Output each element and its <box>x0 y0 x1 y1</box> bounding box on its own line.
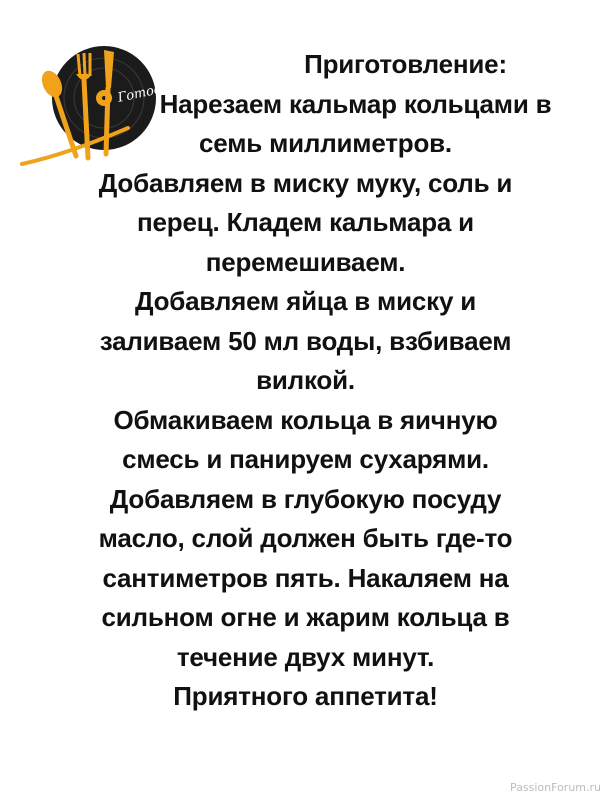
recipe-heading: Приготовление: <box>304 49 507 79</box>
recipe-line: Добавляем яйца в миску и <box>134 286 477 316</box>
recipe-line: масло, слой должен быть где-то <box>98 523 513 553</box>
recipe-line: Добавляем в глубокую посуду <box>109 483 502 514</box>
recipe-line: Нарезаем кальмар кольцами в <box>159 88 552 119</box>
recipe-line: течение двух минут. <box>176 641 435 672</box>
recipe-closing: Приятного аппетита! <box>173 681 438 711</box>
recipe-line: заливаем 50 мл воды, взбиваем <box>99 325 512 356</box>
recipe-line: вилкой. <box>256 365 355 395</box>
logo-text: Готовим вкусно <box>116 67 232 106</box>
recipe-line: Обмакиваем кольца в яичную <box>113 404 498 435</box>
recipe-line: семь миллиметров. <box>199 128 452 158</box>
cooking-vinyl-logo-icon <box>18 36 168 171</box>
recipe-line: сантиметров пять. Накаляем на <box>102 562 509 593</box>
recipe-line: сильном огне и жарим кольца в <box>101 602 510 632</box>
recipe-line: перец. Кладем кальмара и <box>137 207 474 237</box>
recipe-line: Добавляем в миску муку, соль и <box>98 167 513 198</box>
recipe-line: перемешиваем. <box>205 246 406 277</box>
watermark: PassionForum.ru <box>510 781 601 794</box>
recipe-line: смесь и панируем сухарями. <box>122 444 489 474</box>
